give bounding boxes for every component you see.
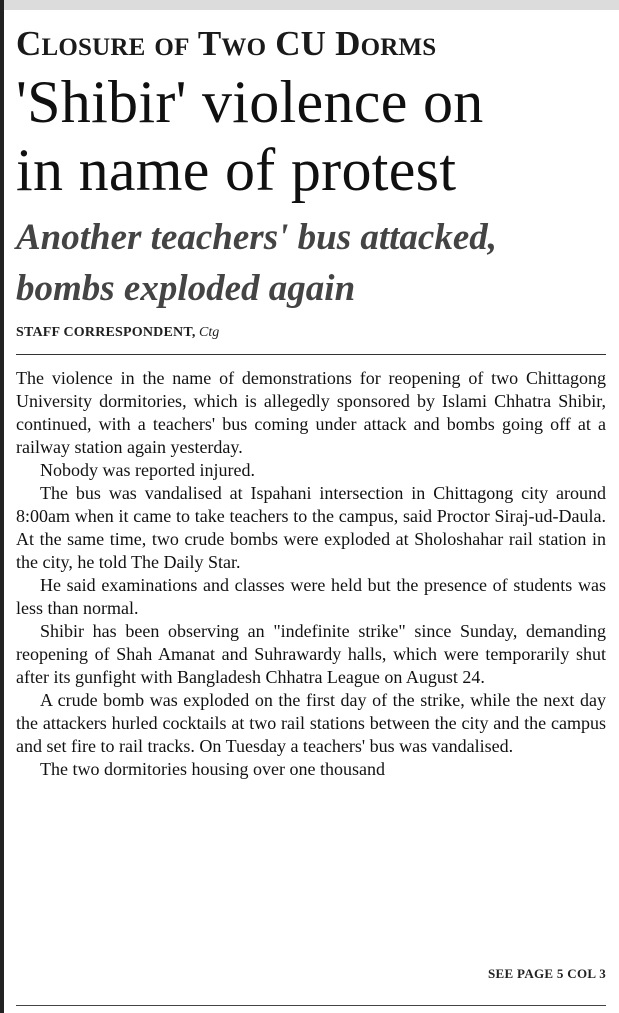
article-body	[16, 367, 606, 781]
body-paragraph: Nobody was reported injured.	[40, 460, 255, 480]
body-paragraph: Shibir has been observing an "indefinite strike" since Sunday, demanding reopening of Shah Amanat and Suhrawardy halls, which were temporarily shut after its gunfight with Bangladesh Chhatra League on August 24.	[16, 621, 606, 687]
byline-place: Ctg	[199, 325, 220, 340]
headline-line-2: in name of protest	[16, 137, 457, 203]
continuation-note: SEE PAGE 5 COL 3	[488, 966, 606, 981]
article-subheadline	[16, 212, 606, 314]
newspaper-article	[16, 20, 606, 781]
body-paragraph: The violence in the name of demonstrations for reopening of two Chittagong University dormitories, which is allegedly sponsored by Islami Chhatra Shibir, continued, with a teachers' bus coming under attack and bombs going off at a railway station again yesterday.	[16, 368, 606, 457]
byline-role: STAFF CORRESPONDENT,	[16, 325, 196, 340]
body-paragraph: The two dormitories housing over one thousand	[40, 759, 385, 779]
left-column-rule	[0, 0, 4, 1013]
body-paragraph: A crude bomb was exploded on the first day of the strike, while the next day the attackers hurled cocktails at two rail stations between the city and the campus and set fire to rail tracks. On Tuesday a teachers' bus was vandalised.	[16, 690, 606, 756]
article-headline	[16, 68, 606, 204]
body-paragraph: He said examinations and classes were held but the presence of students was less than normal.	[16, 575, 606, 618]
scan-top-edge	[0, 0, 619, 10]
subheadline-line-2: bombs exploded again	[16, 268, 356, 309]
article-kicker: Closure of Two CU Dorms	[16, 24, 437, 63]
body-paragraph: The bus was vandalised at Ispahani intersection in Chittagong city around 8:00am when it came to take teachers to the campus, said Proctor Siraj-ud-Daula. At the same time, two crude bombs were exploded at Sholoshahar rail station in the city, he told The Daily Star.	[16, 483, 606, 572]
article-byline	[16, 324, 606, 342]
bottom-divider	[16, 1005, 606, 1006]
byline-divider	[16, 354, 606, 355]
subheadline-line-1: Another teachers' bus attacked,	[16, 217, 498, 258]
headline-line-1: 'Shibir' violence on	[16, 69, 484, 135]
